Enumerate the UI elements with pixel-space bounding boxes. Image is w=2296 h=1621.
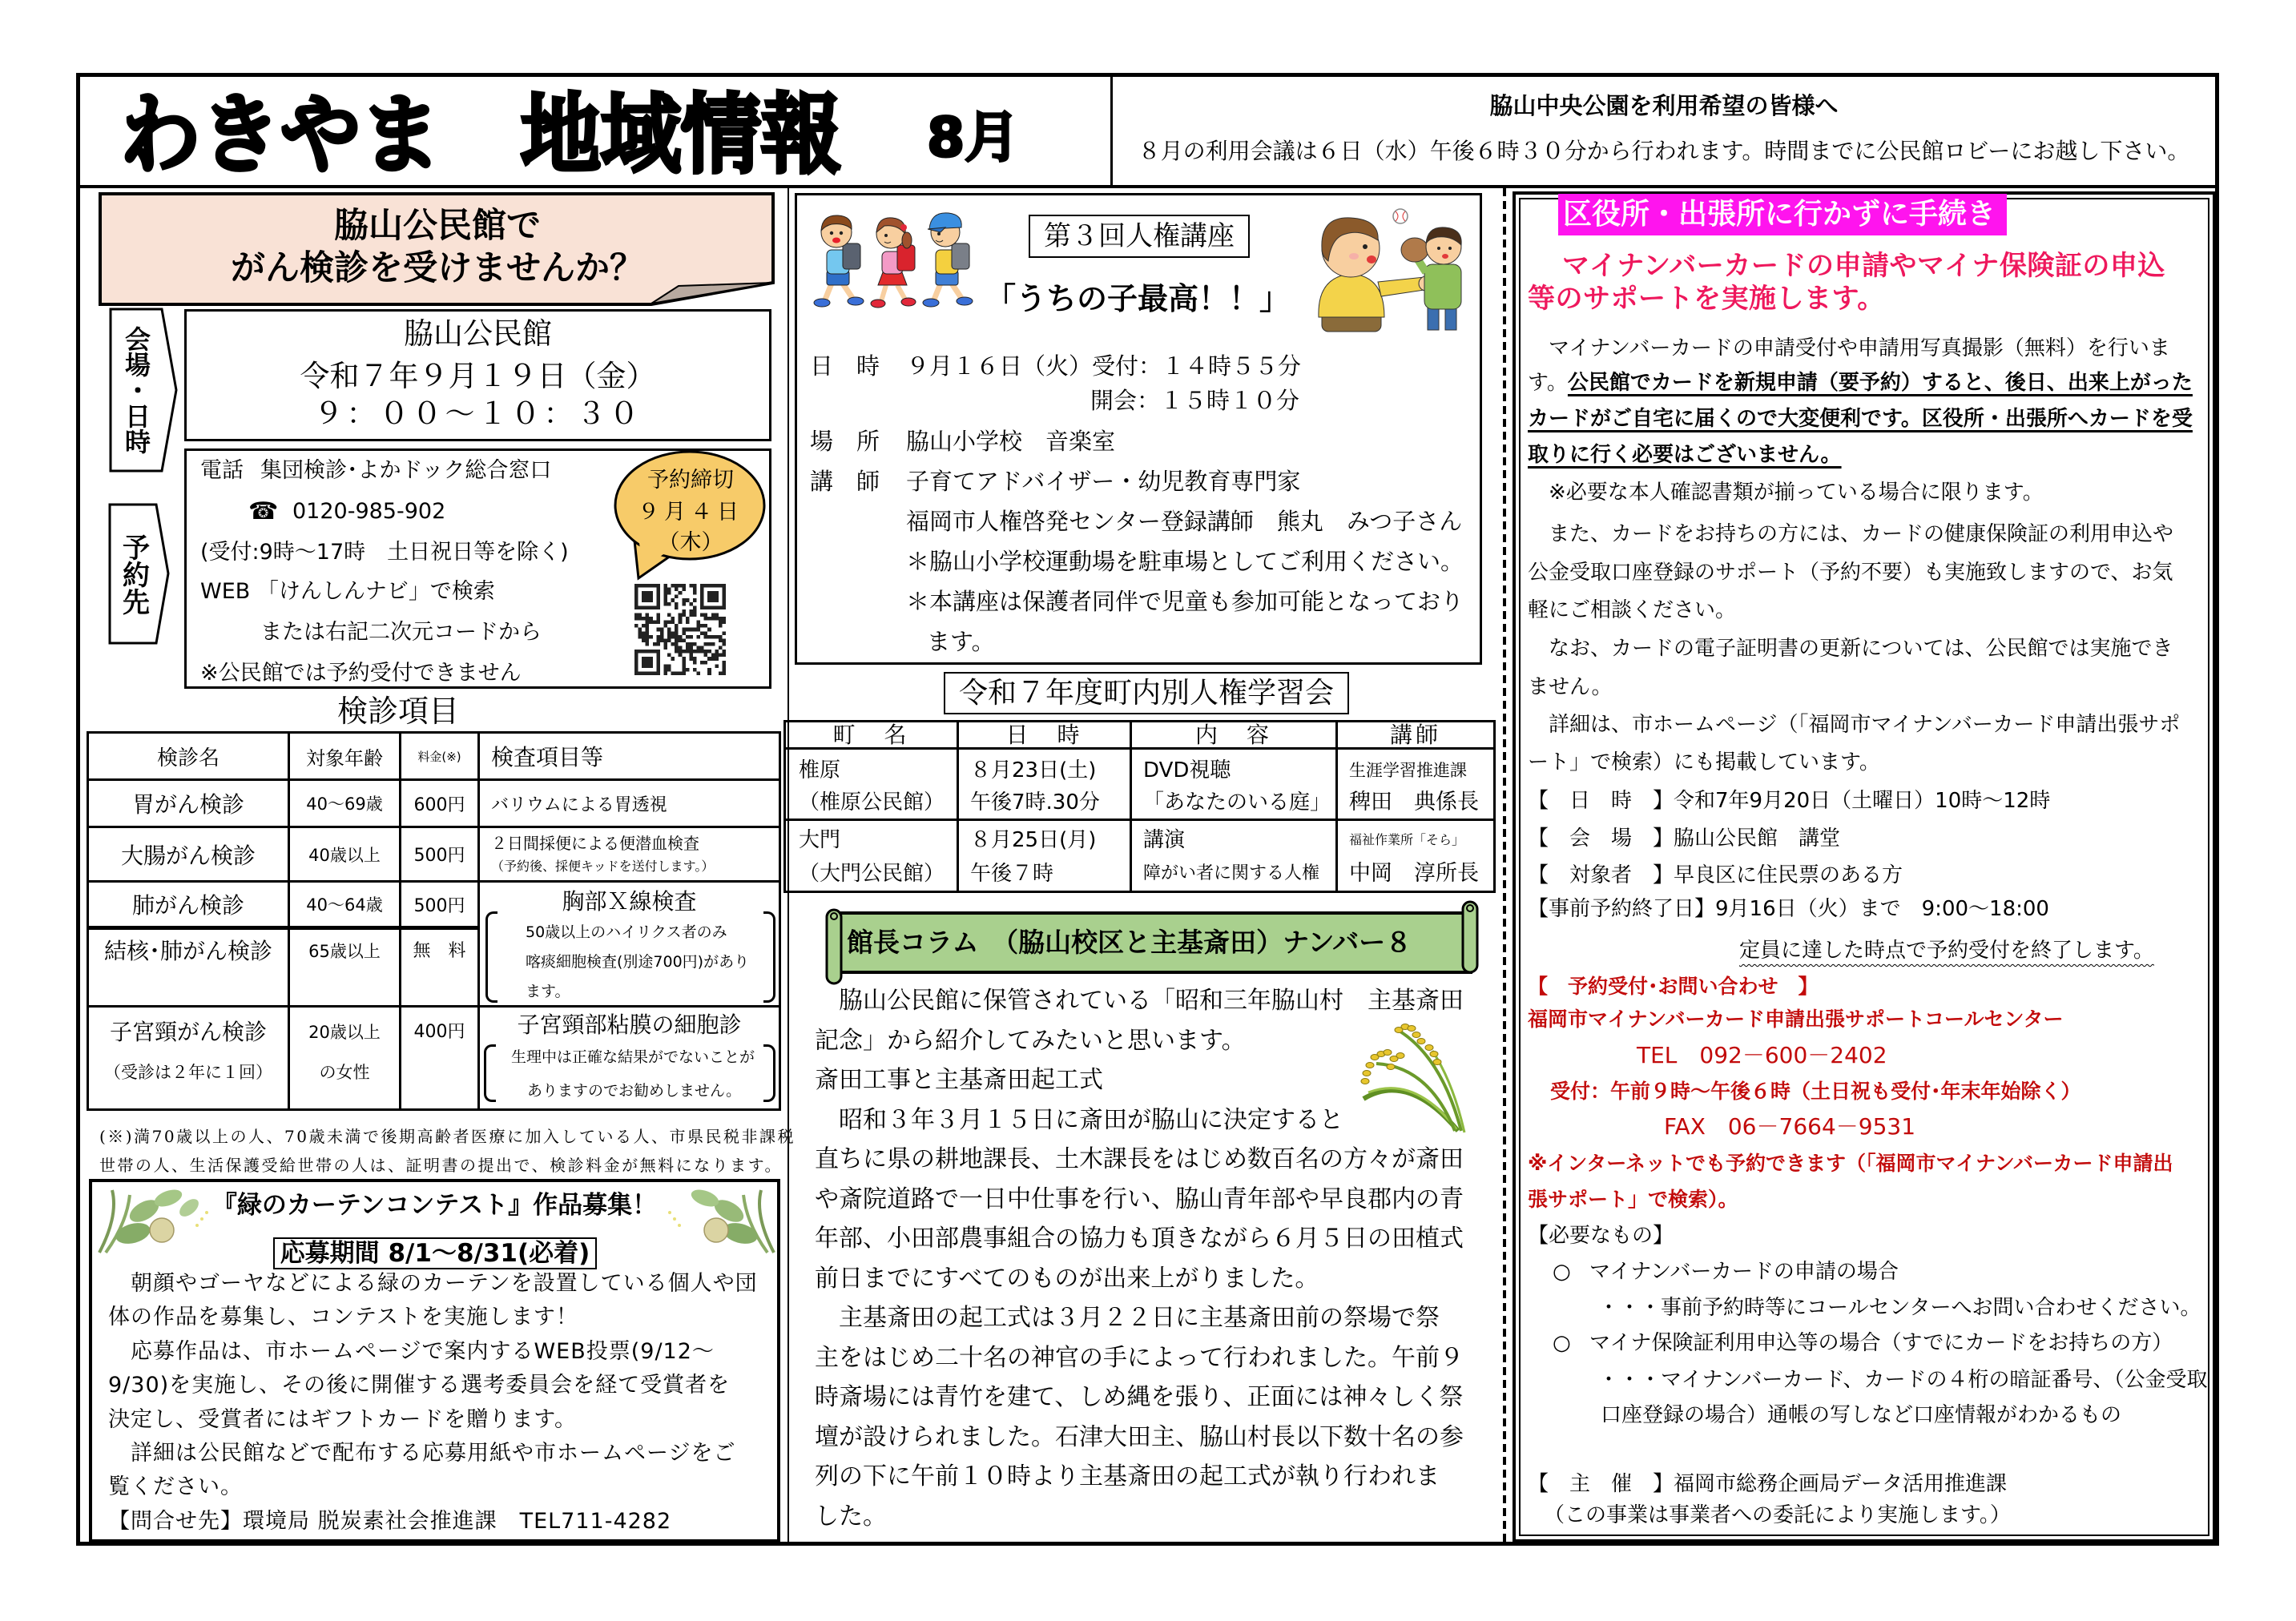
- detail-label: 【 対象者 】: [1528, 863, 1674, 887]
- mynumber-headline-2: 等のサポートを実施します。: [1528, 283, 1885, 315]
- requirement-title: マイナンバーカードの申請の場合: [1589, 1260, 1899, 1284]
- column-subheading: 斎田工事と主基斎田起工式: [815, 1066, 1103, 1094]
- datetime-cell: [958, 749, 1131, 820]
- study-content: 講演: [1143, 828, 1186, 852]
- title-kanji: 地域情報: [521, 84, 841, 186]
- sputum-note-line: 50歳以上のハイリクス者のみ: [526, 923, 727, 941]
- venue-date: 令和７年９月１９日（金）: [300, 359, 656, 393]
- mynumber-headline-1: マイナンバーカードの申請やマイナ保険証の申込: [1562, 250, 2165, 282]
- director-column-title: 館長コラム （脇山校区と主基斎田）ナンバー８: [847, 927, 1412, 958]
- application-period: 応募期間 8/1～8/31(必着): [273, 1237, 597, 1269]
- venue-place: 脇山公民館: [404, 316, 552, 351]
- requirement-title: マイナ保険証利用申込等の場合（すでにカードをお持ちの方）: [1589, 1331, 2173, 1355]
- web-search-text: WEB 「けんしんナビ」で検索: [200, 579, 495, 604]
- cervical-note-bracket: [484, 1044, 775, 1102]
- table-row: [88, 827, 780, 882]
- sputum-note-line: ます。: [526, 983, 570, 1000]
- exam-age: 40歳以上: [289, 827, 401, 882]
- call-center-fax: FAX 06－7664－9531: [1664, 1113, 1916, 1140]
- bullet-icon: ○: [1553, 1331, 1571, 1355]
- title-hiragana: わきやま: [120, 84, 441, 186]
- children-welcome-note-end: ます。: [927, 628, 995, 655]
- town-cell: [785, 820, 958, 892]
- column-line: 脇山公民館に保管されている「昭和三年脇山村 主基斎田: [815, 987, 1464, 1015]
- exam-fee: 500円: [401, 827, 479, 882]
- requirement-detail: 口座登録の場合）通帳の写しなど口座情報がわかるもの: [1601, 1403, 2122, 1427]
- exam-detail: ２日間採便による便潜血検査: [491, 833, 699, 853]
- exam-name: 子宮頸がん検診: [109, 1019, 267, 1045]
- cervical-detail-cell: [479, 1007, 780, 1110]
- cervical-note-line: 生理中は正確な結果がでないことが: [511, 1048, 755, 1066]
- curtain-body-line: 応募作品は、市ホームページで案内するWEB投票(9/12～: [108, 1338, 715, 1364]
- body-line: ません。: [1528, 675, 1613, 699]
- lecture-subtitle: 「うちの子最高！！」: [985, 281, 1290, 316]
- detail-target: [1528, 859, 1903, 891]
- body-line: ※必要な本人確認書類が揃っている場合に限ります。: [1528, 481, 2044, 505]
- organizer-note: （この事業は事業者への委託により実施します。）: [1544, 1503, 2011, 1527]
- town-name: 椎原: [799, 758, 841, 782]
- qr-note: または右記二次元コードから: [260, 620, 542, 645]
- town-hall: （椎原公民館）: [799, 790, 945, 815]
- reserve-tab-label: 予約先: [117, 533, 150, 615]
- detail-datetime: [1528, 785, 2050, 817]
- table-row: [88, 882, 780, 928]
- exam-name: 胃がん検診: [88, 780, 289, 827]
- organizer: [1528, 1468, 2007, 1500]
- header-exam-items: 検査項目等: [479, 733, 780, 780]
- curtain-body-line: 決定し、受賞者にはギフトカードを贈ります。: [108, 1406, 578, 1432]
- header-exam-name: 検診名: [88, 733, 289, 780]
- lecture-open-time: 開会：１５時１０分: [1090, 387, 1300, 414]
- phone-desk: 集団検診･よかドック総合窓口: [260, 458, 552, 483]
- qr-code: [634, 584, 726, 675]
- exam-fee: 無 料: [401, 928, 479, 1007]
- lecture-lecturer-label: 講 師: [810, 468, 880, 495]
- curtain-contact: 【問合せ先】環境局 脱炭素社会推進課 TEL711-4282: [108, 1508, 672, 1534]
- lecturer-name: 福岡市人権啓発センター登録講師 熊丸 みつ子さん: [906, 508, 1463, 535]
- exam-age: 40～69歳: [289, 780, 401, 827]
- venue-time: ９：００～１０：３０: [313, 396, 642, 431]
- sputum-note-bracket: [485, 911, 775, 1003]
- exam-name: 結核･肺がん検診: [88, 928, 289, 1007]
- column-line: 主をはじめ二十名の神官の手によって行われました。午前９: [815, 1343, 1464, 1372]
- exam-name-note: （受診は２年に１回）: [104, 1063, 272, 1082]
- children-playing-catch-illustration: [1304, 205, 1476, 333]
- children-welcome-note: ＊本講座は保護者同伴で児童も参加可能となっており: [906, 588, 1464, 615]
- screening-banner-line-1: 脇山公民館で: [334, 206, 541, 246]
- exam-detail: 胸部Ｘ線検査: [562, 888, 697, 915]
- green-curtain-title: 『緑のカーテンコンテスト』作品募集！: [211, 1191, 658, 1220]
- contact-heading: 【 予約受付･お問い合わせ 】: [1528, 975, 1819, 998]
- exam-fee: 400円: [401, 1007, 479, 1110]
- header-content: 内 容: [1131, 722, 1337, 749]
- exam-age-note: の女性: [319, 1063, 370, 1082]
- exam-detail-cell: [479, 827, 780, 882]
- column-line: 直ちに県の耕地課長、土木課長をはじめ数百名の方々が斎田: [815, 1145, 1464, 1173]
- organizer-label: 【 主 催 】: [1528, 1472, 1674, 1496]
- study-content: DVD視聴: [1143, 758, 1231, 782]
- lecture-place-label: 場 所: [810, 428, 880, 455]
- screening-table: [87, 731, 781, 1111]
- chest-xray-cell: [479, 882, 780, 1007]
- header-lecturer: 講師: [1337, 722, 1495, 749]
- header-fee: 料金(※): [401, 733, 479, 780]
- curtain-body-line: 朝顔やゴーヤなどによる緑のカーテンを設置している個人や団: [108, 1271, 758, 1296]
- detail-value: 早良区に住民票のある方: [1674, 863, 1903, 887]
- organizer-value: 福岡市総務企画局データ活用推進課: [1674, 1472, 2008, 1496]
- venue-tab-label: 会場・日時: [121, 326, 151, 454]
- phone-number: 0120-985-902: [292, 499, 446, 524]
- internet-reservation-note-end: 張サポート」で検索）。: [1528, 1188, 1738, 1211]
- intro-line-2: [1528, 367, 2193, 399]
- no-office-visit-badge: 区役所・出張所に行かずに手続き: [1558, 194, 2007, 235]
- emphasis-text: 取りに行く必要はございません。: [1528, 443, 1842, 467]
- table-row: [785, 749, 1495, 820]
- intro-prefix: す。: [1528, 371, 1568, 395]
- header-town: 町 名: [785, 722, 958, 749]
- phone-icon: ☎: [248, 497, 279, 525]
- call-center-tel: TEL 092－600－2402: [1637, 1042, 1887, 1068]
- body-line: ート」で検索）にも掲載しています。: [1528, 750, 1880, 774]
- body-line: 公金受取口座登録のサポート（予約不要）も実施致しますので、お気: [1528, 561, 2173, 585]
- requirement-detail: ・・・事前予約時等にコールセンターへお問い合わせください。: [1598, 1296, 2201, 1320]
- detail-label: 【 日 時 】: [1528, 789, 1674, 813]
- exam-age: 20歳以上: [308, 1023, 381, 1042]
- call-center-name: 福岡市マイナンバーカード申請出張サポートコールセンター: [1528, 1008, 2064, 1031]
- requirement-detail: ・・・マイナンバーカード、カードの４桁の暗証番号、（公金受取: [1598, 1368, 2208, 1392]
- emphasis-text: カードがご自宅に届くので大変便利です。区役所・出張所へカードを受: [1528, 407, 2193, 431]
- detail-value: 9月16日（火）まで 9:00～18:00: [1715, 897, 2049, 921]
- lecture-title: 第３回人権講座: [1029, 215, 1250, 258]
- screening-banner-line-2: がん検診を受けませんか？: [231, 248, 644, 288]
- study-date: ８月23日(土): [970, 758, 1097, 782]
- exam-name: 肺がん検診: [88, 882, 289, 928]
- capacity-note: 定員に達した時点で予約受付を終了します。: [1739, 939, 2154, 963]
- curtain-body-line: 体の作品を募集し、コンテストを実施します！: [108, 1305, 578, 1330]
- no-reservation-note: ※公民館では予約受付できません: [200, 661, 522, 686]
- study-time: 午後7時.30分: [970, 790, 1100, 815]
- emphasis-text: 公民館でカードを新規申請（要予約）すると、後日、出来上がった: [1567, 371, 2193, 395]
- exam-age: 65歳以上: [289, 928, 401, 1007]
- lecturer-cell: [1337, 820, 1495, 892]
- curtain-body-line: 詳細は公民館などで配布する応募用紙や市ホームページをご: [108, 1441, 736, 1466]
- exam-name-cell: [88, 1007, 289, 1110]
- lecturer-org: 生涯学習推進課: [1349, 761, 1467, 780]
- body-line: 軽にご相談ください。: [1528, 598, 1737, 622]
- lecturer-cell: [1337, 749, 1495, 820]
- reception-hours: (受付:9時～17時 土日祝日等を除く): [200, 540, 569, 565]
- dashed-column-separator: [1503, 188, 1506, 1544]
- requirements-heading: 【必要なもの】: [1528, 1224, 1674, 1248]
- study-date: ８月25日(月): [970, 828, 1097, 852]
- column-line: 列の下に午前１０時より主基斎田の起工式が執り行われま: [815, 1462, 1440, 1490]
- town-hall: （大門公民館）: [799, 862, 945, 886]
- town-study-title: 令和７年度町内別人権学習会: [944, 672, 1349, 714]
- curtain-body-line: 9/30)を実施し、その後に開催する選考委員会を経て受賞者を: [108, 1373, 731, 1398]
- body-line: 詳細は、市ホームページ（「福岡市マイナンバーカード申請出張サポ: [1528, 713, 2181, 737]
- lecture-place-value: 脇山小学校 音楽室: [906, 428, 1116, 455]
- parking-note: ＊脇山小学校運動場を駐車場としてご利用ください。: [906, 548, 1464, 575]
- exam-name: 大腸がん検診: [88, 827, 289, 882]
- fee-footnote-line-1: (※)満70歳以上の人、70歳未満で後期高齢者医療に加入している人、市県民税非課税: [99, 1127, 796, 1146]
- exam-detail: 子宮頸部粘膜の細胞診: [517, 1012, 742, 1038]
- table-row: [88, 1007, 780, 1110]
- sputum-note: [526, 918, 749, 1007]
- column-line: 年部、小田部農事組合の協力も頂きながら６月５日の田植式: [815, 1225, 1464, 1253]
- lecture-date-value: ９月１６日（火）受付：１４時５５分: [906, 352, 1302, 380]
- town-table-header: [785, 722, 1495, 749]
- header-datetime: 日 時: [958, 722, 1131, 749]
- column-line: 前日までにすべてのものが出来上がりました。: [815, 1264, 1319, 1293]
- column-line: 昭和３年３月１５日に斎田が脇山に決定すると: [815, 1105, 1343, 1134]
- deadline-date: ９月４日: [638, 500, 743, 525]
- deadline-label: 予約締切: [647, 468, 734, 493]
- cervical-note-line: ありますのでお勧めしません。: [527, 1082, 742, 1100]
- header-target-age: 対象年齢: [289, 733, 401, 780]
- column-line: 時斎場には青竹を建て、しめ縄を張り、正面には神々しく祭: [815, 1383, 1464, 1411]
- column-line: 主基斎田の起工式は３月２２日に主基斎田前の祭場で祭: [815, 1304, 1440, 1332]
- screening-table-header: [88, 733, 780, 780]
- detail-venue: [1528, 823, 1840, 855]
- detail-reservation-deadline: [1528, 893, 2049, 925]
- lecturer-title: 子育てアドバイザー・幼児教育専門家: [906, 468, 1301, 495]
- screening-table-title: 検診項目: [337, 694, 460, 729]
- issue-month: 8月: [927, 107, 1020, 170]
- column-line: 壇が設けられました。石津大田主、脇山村長以下数十名の参: [815, 1422, 1464, 1451]
- lecturer-name: 中岡 淳所長: [1349, 861, 1479, 886]
- town-name: 大門: [799, 828, 841, 852]
- deadline-weekday: （木）: [658, 530, 723, 555]
- fee-footnote-line-2: 世帯の人、生活保護受給世帯の人は、証明書の提出で、検診料金が無料になります。: [99, 1156, 783, 1175]
- column-line: や斎院道路で一日中仕事を行い、脇山青年部や早良郡内の青: [815, 1185, 1464, 1213]
- lecturer-org: 福祉作業所「そら」: [1349, 832, 1465, 847]
- exam-age: 40～64歳: [289, 882, 401, 928]
- body-line: また、カードをお持ちの方には、カードの健康保険証の利用申込や: [1528, 522, 2174, 546]
- column-line: した。: [815, 1502, 887, 1530]
- internet-reservation-note: ※インターネットでも予約できます（「福岡市マイナンバーカード申請出: [1528, 1152, 2173, 1175]
- content-cell: [1131, 749, 1337, 820]
- content-cell: [1131, 820, 1337, 892]
- table-row: [785, 820, 1495, 892]
- rice-plant-illustration: [1352, 1019, 1472, 1135]
- detail-value: 脇山公民館 講堂: [1674, 827, 1841, 851]
- phone-label: 電話: [200, 458, 244, 483]
- study-content-sub: 障がい者に関する人権: [1143, 863, 1320, 883]
- detail-label: 【 会 場 】: [1528, 827, 1674, 851]
- detail-label: 【事前予約終了日】: [1528, 897, 1716, 921]
- study-time: 午後７時: [970, 862, 1054, 886]
- bullet-icon: ○: [1553, 1260, 1571, 1284]
- curtain-body-line: 覧ください。: [108, 1474, 243, 1500]
- table-row: [88, 780, 780, 827]
- call-center-hours: 受付：午前９時～午後６時（土日祝も受付･年末年始除く）: [1550, 1080, 2081, 1103]
- exam-age-cell: [289, 1007, 401, 1110]
- lecturer-name: 稗田 典係長: [1349, 790, 1479, 815]
- study-content-sub: 「あなたのいる庭」: [1143, 790, 1331, 815]
- body-line: なお、カードの電子証明書の更新については、公民館では実施でき: [1528, 637, 2173, 661]
- cervical-note: [511, 1040, 755, 1108]
- detail-value: 令和7年9月20日（土曜日）10時～12時: [1674, 789, 2051, 813]
- intro-line: マイナンバーカードの申請受付や申請用写真撮影（無料）を行いま: [1528, 336, 2170, 360]
- exam-fee: 500円: [401, 882, 479, 928]
- datetime-cell: [958, 820, 1131, 892]
- children-walking-illustration: [808, 207, 976, 311]
- park-notice-text: ８月の利用会議は６日（水）午後６時３０分から行われます。時間までに公民館ロビーにお越し下さい。: [1138, 138, 2190, 164]
- exam-detail: バリウムによる胃透視: [479, 780, 780, 827]
- town-cell: [785, 749, 958, 820]
- park-notice-title: 脇山中央公園を利用希望の皆様へ: [1489, 92, 1839, 119]
- lecture-date-label: 日 時: [810, 352, 880, 380]
- column-line: 記念」から紹介してみたいと思います。: [815, 1026, 1246, 1055]
- exam-fee: 600円: [401, 780, 479, 827]
- sputum-note-line: 喀痰細胞検査(別途700円)があり: [526, 953, 750, 971]
- exam-detail-note: （予約後、採便キッドを送付します。）: [491, 858, 715, 874]
- town-study-table: [783, 720, 1496, 893]
